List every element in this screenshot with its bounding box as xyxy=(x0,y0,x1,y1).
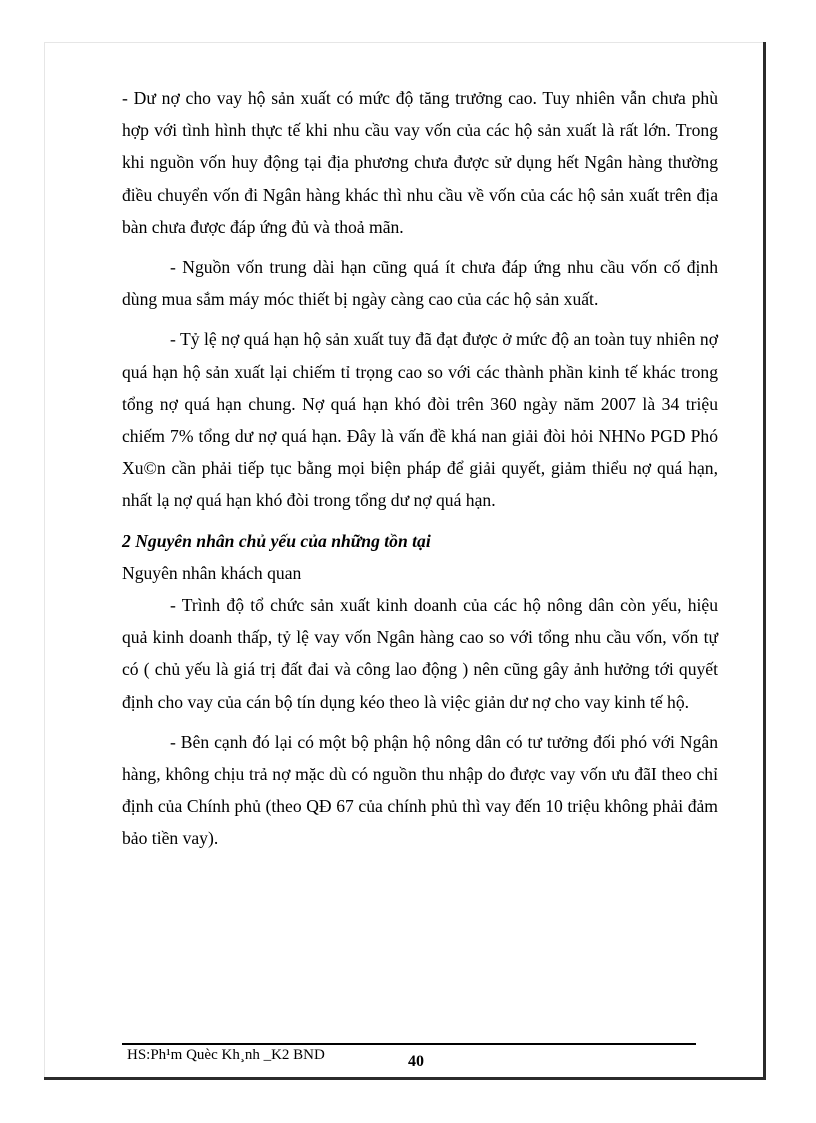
subheading: Nguyên nhân khách quan xyxy=(122,562,302,583)
footer-student: HS:Ph¹m Quèc Kh¸nh _K2 BND xyxy=(127,1047,325,1063)
border-top xyxy=(44,42,766,43)
section-heading: 2 Nguyên nhân chủ yếu của những tồn tại xyxy=(122,530,431,551)
border-bottom-shadow xyxy=(44,1077,766,1080)
paragraph-overdue-debt: - Tỷ lệ nợ quá hạn hộ sản xuất tuy đã đạt được ở mức độ an toàn tuy nhiên nợ quá hạn hộ sản xuất lại chiếm tỉ trọng cao so với các thành phần kinh tế khác trong tổng nợ quá hạn chung. Nợ quá hạn khó đòi trên 360 ngày năm 2007 là 34 triệu chiếm 7% tổng dư nợ quá hạn. Đây là vấn đề khá nan giải đòi hỏi NHNo PGD Phó Xu©n cần phải tiếp tục bằng mọi biện pháp để giải quyết, giảm thiểu nợ quá hạn, nhất lạ nợ quá hạn khó đòi trong tổng dư nợ quá hạn. xyxy=(122,329,718,511)
paragraph-repayment-attitude: - Bên cạnh đó lại có một bộ phận hộ nông dân có tư tưởng đối phó với Ngân hàng, không chịu trả nợ mặc dù có nguồn thu nhập do được vay vốn ưu đãI theo chỉ định của Chính phủ (theo QĐ 67 của chính phủ thì vay đến 10 triệu không phải đảm bảo tiền vay). xyxy=(122,731,718,849)
border-left xyxy=(44,42,45,1080)
paragraph-medium-long-term-capital: - Nguồn vốn trung dài hạn cũng quá ít chưa đáp ứng nhu cầu vốn cố định dùng mua sắm máy móc thiết bị ngày càng cao của các hộ sản xuất. xyxy=(122,257,718,310)
paragraph-outstanding-loans: - Dư nợ cho vay hộ sản xuất có mức độ tăng trưởng cao. Tuy nhiên vẫn chưa phù hợp với tình hình thực tế khi nhu cầu vay vốn của các hộ sản xuất là rất lớn. Trong khi nguồn vốn huy động tại địa phương chưa được sử dụng hết Ngân hàng thường điều chuyển vốn đi Ngân hàng khác thì nhu cầu về vốn của các hộ sản xuất trên địa bàn chưa được đáp ứng đủ và thoả mãn. xyxy=(122,88,718,237)
paragraph-production-level: - Trình độ tổ chức sản xuất kinh doanh của các hộ nông dân còn yếu, hiệu quả kinh doanh thấp, tỷ lệ vay vốn Ngân hàng cao so với tổng nhu cầu vốn, vốn tự có ( chủ yếu là giá trị đất đai và công lao động ) nên cũng gây ảnh hưởng tới quyết định cho vay của cán bộ tín dụng kéo theo là việc giản dư nợ cho vay kinh tế hộ. xyxy=(122,595,718,712)
body-text xyxy=(122,82,718,855)
footer-rule xyxy=(122,1043,696,1045)
border-right-shadow xyxy=(763,42,766,1080)
page-number: 40 xyxy=(408,1053,424,1070)
